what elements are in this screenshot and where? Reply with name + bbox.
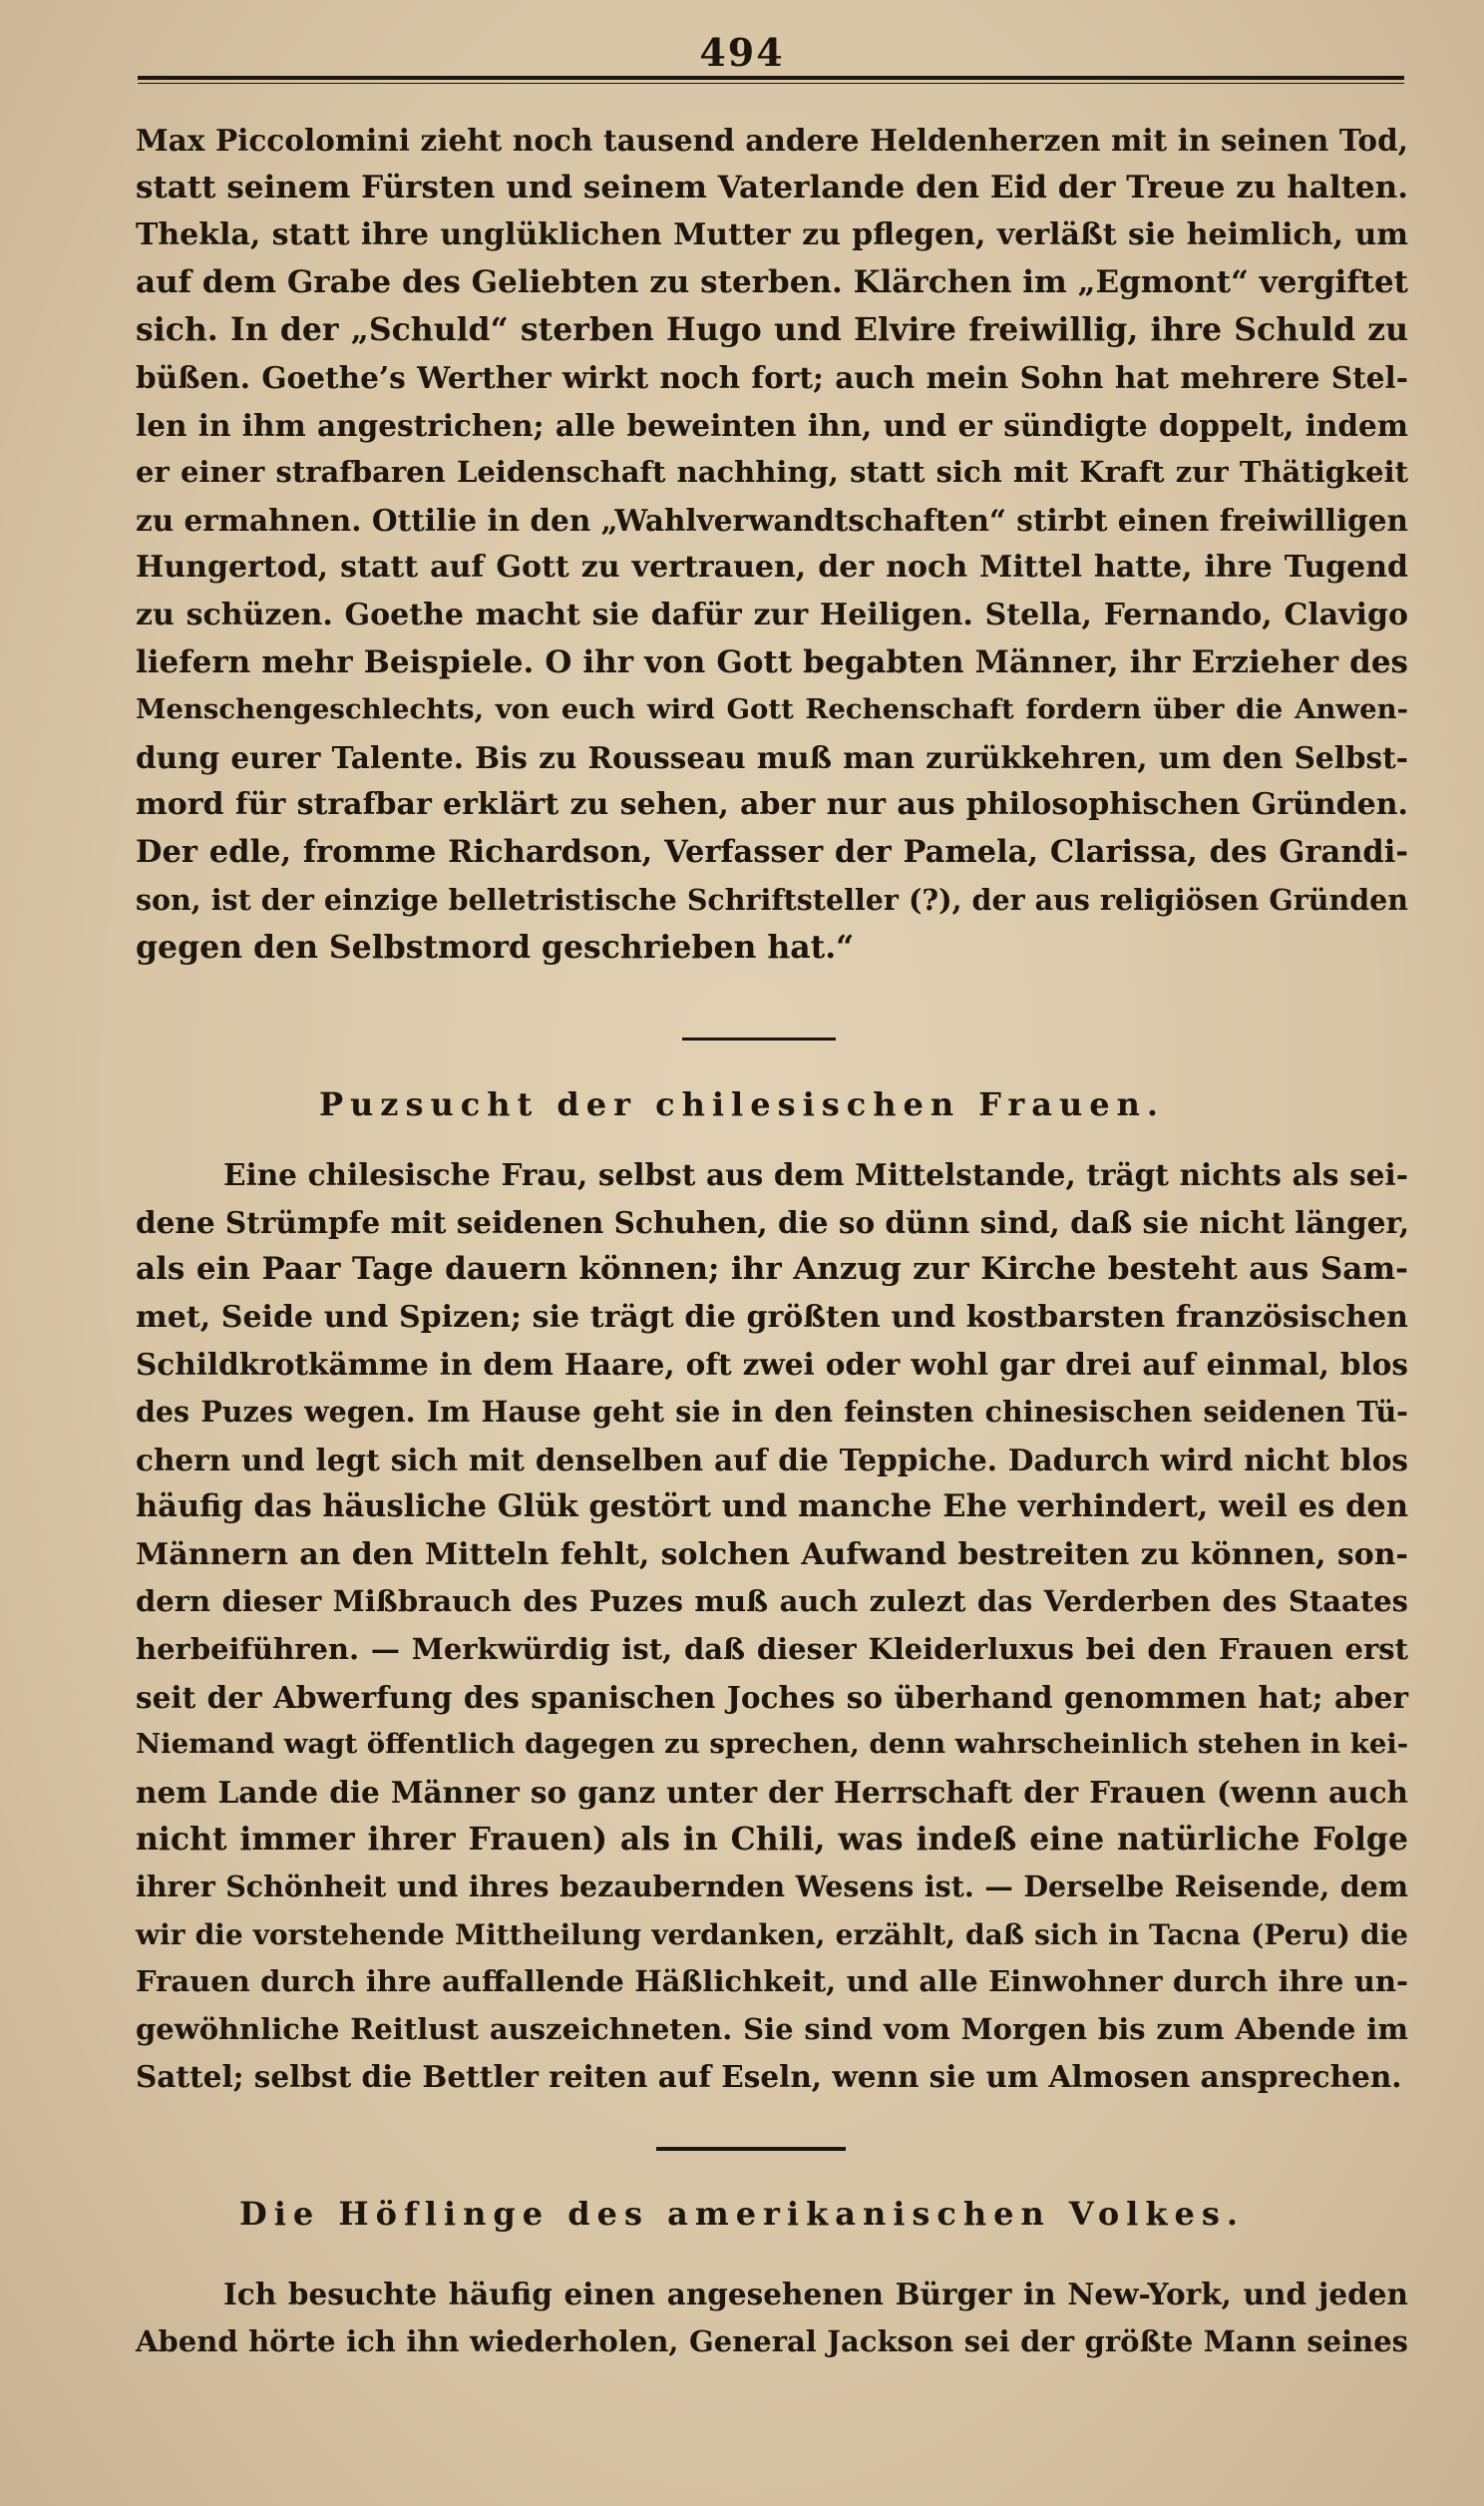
text-line: dung eurer Talente. Bis zu Rousseau muß man zurükkehren, um den Selbst- <box>136 739 1408 775</box>
article-text <box>136 1151 1408 2101</box>
text-line: seit der Abwerfung des spanischen Joches so überhand genommen hat; aber <box>136 1679 1408 1715</box>
text-line: zu ermahnen. Ottilie in den „Wahlverwandtschaften“ stirbt einen freiwilligen <box>136 502 1408 538</box>
text-line: Max Piccolomini zieht noch tausend andere Heldenherzen mit in seinen Tod, <box>136 123 1408 158</box>
text-line: chern und legt sich mit denselben auf die Teppiche. Dadurch wird nicht blos <box>136 1442 1408 1477</box>
text-line: er einer strafbaren Leidenschaft nachhing, statt sich mit Kraft zur Thätigkeit <box>136 455 1408 490</box>
text-line: Sattel; selbst die Bettler reiten auf Eseln, wenn sie um Almosen ansprechen. <box>136 2059 1402 2095</box>
text-line: Männern an den Mitteln fehlt, solchen Aufwand bestreiten zu können, son- <box>136 1536 1408 1572</box>
text-line: dern dieser Mißbrauch des Puzes muß auch zulezt das Verderben des Staates <box>136 1584 1408 1619</box>
text-line: gegen den Selbstmord geschrieben hat.“ <box>136 929 855 967</box>
text-line: Schildkrotkämme in dem Haare, oft zwei oder wohl gar drei auf einmal, blos <box>136 1347 1408 1383</box>
section-heading: Die Höflinge des amerikanischen Volkes. <box>239 2195 1245 2233</box>
section-divider <box>682 1038 836 1041</box>
text-line: auf dem Grabe des Geliebten zu sterben. Klärchen im „Egmont“ vergiftet <box>136 263 1408 300</box>
text-line: Der edle, fromme Richardson, Verfasser der Pamela, Clarissa, des Grandi- <box>136 833 1408 870</box>
text-line: Menschengeschlechts, von euch wird Gott Rechenschaft fordern über die Anwen- <box>136 693 1408 726</box>
text-line: met, Seide und Spizen; sie trägt die größten und kostbarsten französischen <box>136 1299 1408 1335</box>
text-line: Thekla, statt ihre unglüklichen Mutter zu pflegen, verläßt sie heimlich, um <box>136 217 1408 253</box>
text-line: Niemand wagt öffentlich dagegen zu sprechen, denn wahrscheinlich stehen in kei- <box>136 1728 1409 1761</box>
text-line: Abend hörte ich ihn wiederholen, General Jackson sei der größte Mann seines <box>136 2323 1408 2358</box>
text-line: gewöhnliche Reitlust auszeichneten. Sie sind vom Morgen bis zum Abende im <box>136 2011 1408 2046</box>
header-rule <box>138 76 1404 80</box>
text-line: sich. In der „Schuld“ sterben Hugo und Elvire freiwillig, ihre Schuld zu <box>136 311 1408 349</box>
text-line: Eine chilesische Frau, selbst aus dem Mittelstande, trägt nichts als sei- <box>223 1157 1408 1192</box>
section-heading: Puzsucht der chilesischen Frauen. <box>318 1085 1166 1123</box>
text-line: liefern mehr Beispiele. O ihr von Gott begabten Männer, ihr Erzieher des <box>136 643 1408 680</box>
text-line: Hungertod, statt auf Gott zu vertrauen, der noch Mittel hatte, ihre Tugend <box>136 550 1408 586</box>
text-line: len in ihm angestrichen; alle beweinten ihn, und er sündigte doppelt, indem <box>136 407 1408 443</box>
article-text <box>136 2271 1408 2365</box>
text-line: nicht immer ihrer Frauen) als in Chili, was indeß eine natürliche Folge <box>136 1821 1408 1859</box>
text-line: ihrer Schönheit und ihres bezaubernden Wesens ist. — Derselbe Reisende, dem <box>136 1869 1408 1903</box>
text-line: Ich besuchte häufig einen angesehenen Bürger in New-York, und jeden <box>223 2277 1408 2311</box>
page-number: 494 <box>699 30 785 75</box>
text-line: des Puzes wegen. Im Hause geht sie in den feinsten chinesischen seidenen Tü- <box>136 1394 1408 1429</box>
header-rule-thin <box>138 83 1404 84</box>
text-line: wir die vorstehende Mittheilung verdanken, erzählt, daß sich in Tacna (Peru) die <box>136 1917 1408 1951</box>
text-line: son, ist der einzige belletristische Schriftsteller (?), der aus religiösen Gründen <box>136 882 1408 917</box>
text-line: dene Strümpfe mit seidenen Schuhen, die so dünn sind, daß sie nicht länger, <box>136 1204 1410 1240</box>
text-line: büßen. Goethe’s Werther wirkt noch fort; auch mein Sohn hat mehrere Stel- <box>136 359 1408 395</box>
text-line: als ein Paar Tage dauern können; ihr Anzug zur Kirche besteht aus Sam- <box>136 1251 1408 1288</box>
text-line: zu schüzen. Goethe macht sie dafür zur Heiligen. Stella, Fernando, Clavigo <box>136 597 1408 632</box>
continued-article-text <box>136 117 1408 972</box>
section-divider <box>656 2147 846 2151</box>
text-line: herbeiführen. — Merkwürdig ist, daß dieser Kleiderluxus bei den Frauen erst <box>136 1631 1408 1666</box>
text-line: mord für strafbar erklärt zu sehen, aber nur aus philosophischen Gründen. <box>136 787 1408 823</box>
text-line: Frauen durch ihre auffallende Häßlichkeit, und alle Einwohner durch ihre un- <box>136 1964 1408 1999</box>
text-line: häufig das häusliche Glük gestört und manche Ehe verhindert, weil es den <box>136 1488 1408 1525</box>
text-line: nem Lande die Männer so ganz unter der Herrschaft der Frauen (wenn auch <box>136 1774 1408 1810</box>
text-line: statt seinem Fürsten und seinem Vaterlande den Eid der Treue zu halten. <box>136 169 1408 206</box>
